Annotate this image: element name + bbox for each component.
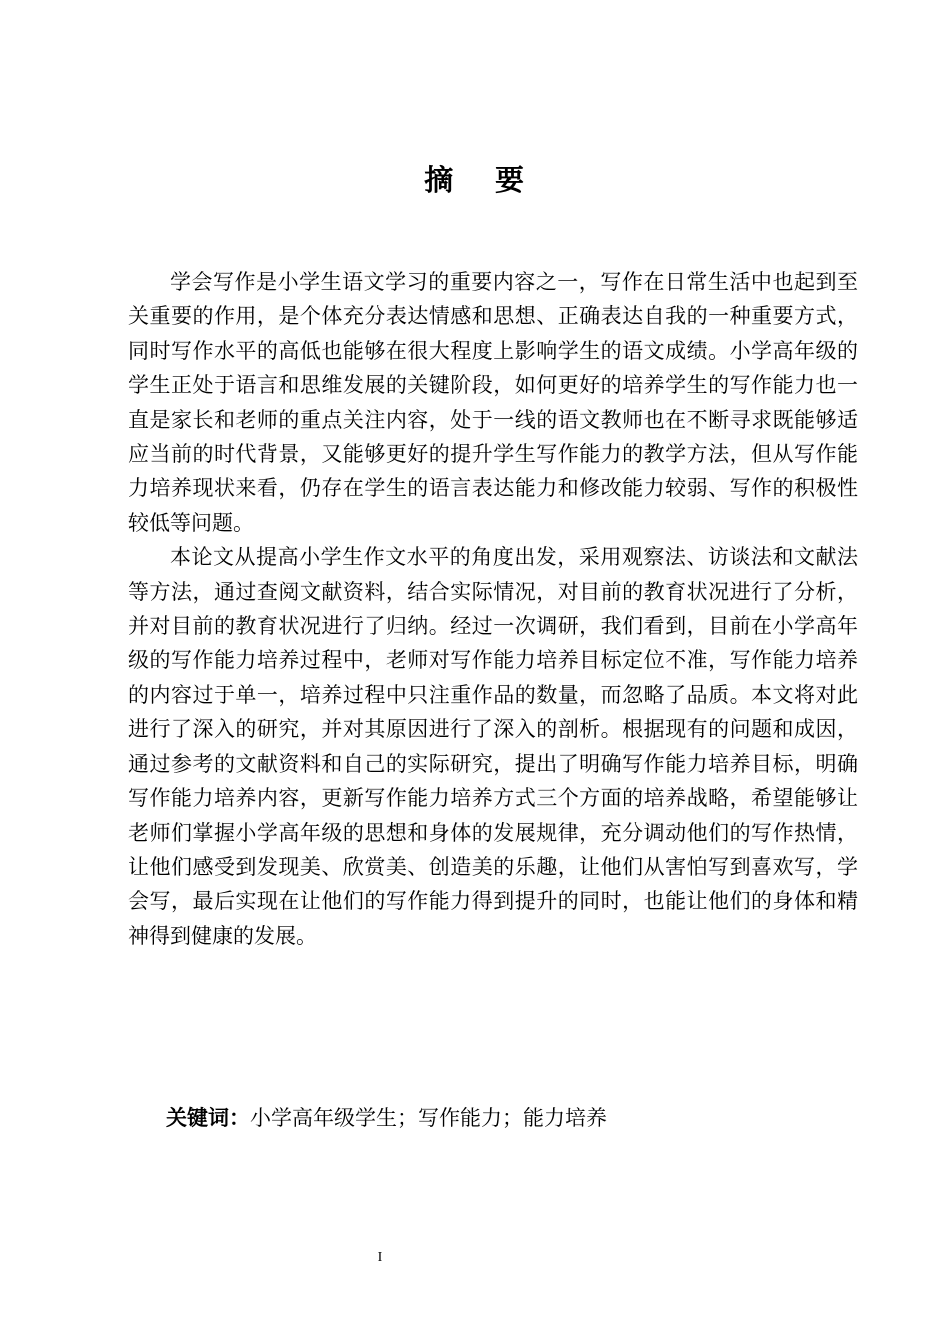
page-number: I [377, 1250, 383, 1265]
abstract-paragraph-2: 本论文从提高小学生作文水平的角度出发，采用观察法、访谈法和文献法等方法，通过查阅文献资料，结合实际情况，对目前的教育状况进行了分析，并对目前的教育状况进行了归纳。经过一次调研，我们看到，目前在小学高年级的写作能力培养过程中，老师对写作能力培养目标定位不准，写作能力培养的内容过于单一，培养过程中只注重作品的数量，而忽略了品质。本文将对此进行了深入的研究，并对其原因进行了深入的剖析。根据现有的问题和成因，通过参考的文献资料和自己的实际研究，提出了明确写作能力培养目标，明确写作能力培养内容，更新写作能力培养方式三个方面的培养战略，希望能够让老师们掌握小学高年级的思想和身体的发展规律，充分调动他们的写作热情，让他们感受到发现美、欣赏美、创造美的乐趣，让他们从害怕写到喜欢写，学会写，最后实现在让他们的写作能力得到提升的同时，也能让他们的身体和精神得到健康的发展。 [128, 545, 858, 948]
abstract-title [0, 158, 950, 199]
abstract-body [128, 265, 858, 953]
keywords-text: 小学高年级学生；写作能力；能力培养 [250, 1106, 607, 1130]
keywords-label: 关键词： [166, 1106, 250, 1130]
abstract-paragraph-1: 学会写作是小学生语文学习的重要内容之一，写作在日常生活中也起到至关重要的作用，是个体充分表达情感和思想、正确表达自我的一种重要方式，同时写作水平的高低也能够在很大程度上影响学生的语文成绩。小学高年级的学生正处于语言和思维发展的关键阶段，如何更好的培养学生的写作能力也一直是家长和老师的重点关注内容，处于一线的语文教师也在不断寻求既能够适应当前的时代背景，又能够更好的提升学生写作能力的教学方法，但从写作能力培养现状来看，仍存在学生的语言表达能力和修改能力较弱、写作的积极性较低等问题。 [128, 270, 858, 535]
keywords-line [166, 1101, 607, 1135]
abstract-title-char-1: 摘 [424, 163, 455, 197]
abstract-title-char-2: 要 [495, 163, 526, 197]
